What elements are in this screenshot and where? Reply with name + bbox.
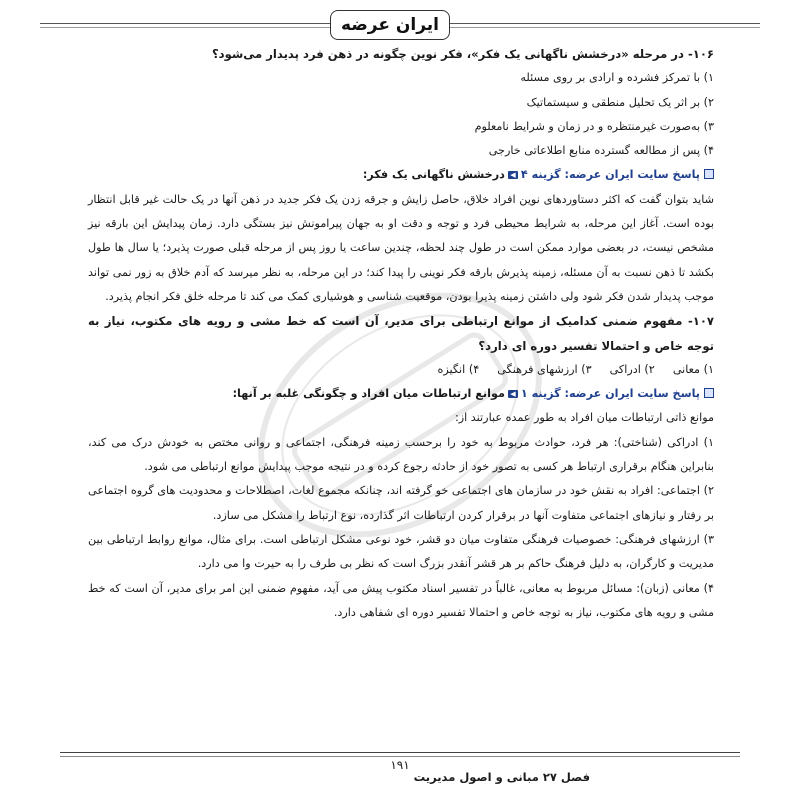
question-107: ۱۰۷- مفهوم ضمنی کدامیک از موانع ارتباطی برای مدیر، آن است که خط مشی و رویه های مکتوب، نیاز به توجه خاص و احتمالا تفسیر دوره ای دارد؟ [88, 314, 714, 353]
q106-answer-text: درخشش ناگهانی یک فکر: [362, 168, 505, 182]
logo-text: ایران عرضه [341, 15, 439, 35]
q106-option-1: ۱) با تمرکز فشرده و ارادی بر روی مسئله [520, 71, 714, 85]
answer-box-icon [704, 388, 714, 398]
q107-point-2: ۲) اجتماعی: افراد به نقش خود در سازمان های اجتماعی خو گرفته اند، چنانکه مجموع لغات، اصطلاحات و محدودیت های گروه اجتماعی بر رفتار و نیازهای اجتماعی متفاوت آنها در برقرار کردن ارتباطات اثر گذارده، نوع ارتباط را مشکل می سازد. [88, 484, 714, 522]
q107-intro: موانع ذاتی ارتباطات میان افراد به طور عمده عبارتند از: [454, 411, 714, 425]
q107-options [88, 358, 714, 382]
q107-option-2: ۲) ادراکی [609, 362, 655, 376]
q106-answer [88, 163, 714, 187]
q107-point-1: ۱) ادراکی (شناختی): هر فرد، حوادث مربوط به خود را برحسب زمینه فرهنگی، اجتماعی و روانی مختص به خودش درک می کند، بنابراین هنگام برقراری ارتباط هر کسی به تصور خود از حادثه رجوع کرده و در نتیجه موجب پیدایش موانع ارتباطی می شود. [88, 435, 714, 474]
chapter-title: فصل ۲۷ مبانی و اصول مدیریت [413, 770, 590, 784]
q107-answer-label: پاسخ سایت ایران عرضه: گزینه ۱ [520, 387, 700, 401]
main-content [88, 42, 714, 625]
q106-option-4: ۴) پس از مطالعه گسترده منابع اطلاعاتی خارجی [488, 144, 714, 158]
q107-point-3: ۳) ارزشهای فرهنگی: خصوصیات فرهنگی متفاوت میان دو قشر، خود نوعی مشکل ارتباطی است. برای مثال، موانع روابط ارتباطی بین مدیریت و کارگران، به دلیل فرهنگ حاکم بر هر قشر آنقدر بزرگ است که نظر بی طرف را به حیرت وا می دارد. [88, 532, 714, 571]
q106-option-2: ۲) بر اثر یک تحلیل منطقی و سیستماتیک [526, 95, 714, 109]
q107-point-4: ۴) معانی (زبان): مسائل مربوط به معانی، غالباً در تفسیر اسناد مکتوب پیش می آید، مفهوم ضمنی این امر برای مدیر، آن است که خط مشی و رویه های مکتوب، نیاز به توجه خاص و احتمالا تفسیر دوره ای شفاهی دارد. [88, 581, 714, 619]
answer-box-icon [704, 169, 714, 179]
q106-answer-label: پاسخ سایت ایران عرضه: گزینه ۴ [520, 168, 700, 182]
q107-answer [88, 382, 714, 406]
arrow-left-icon: ◀ [508, 171, 518, 179]
q107-option-4: ۴) انگیزه [437, 362, 480, 376]
q106-explanation: شاید بتوان گفت که اکثر دستاوردهای نوین افراد خلاق، حاصل زایش و جرقه زدن یک فکر جدید در ذهن آنها در یک حالت غیر قابل انتظار بوده است. آغاز این مرحله، به شرایط محیطی فرد و توجه و دقت او به جهان پیرامونش نیز بستگی دارد. زمان پیدایش این بارقه نیز مشخص نیست، در بعضی موارد ممکن است در طول چند لحظه، چندین ساعت یا روز پس از مرحله قبلی صورت پذیرد؛ یا سال ها طول بکشد تا ذهن نسبت به آن مسئله، زمینه پذیرش بارقه فکر نوینی را پیدا کند؛ در این مرحله، به نظر میرسد که آدم خلاق به زور نمی تواند موجب پدیدار شدن فکر شود ولی داشتن زمینه پذیرا بودن، موقعیت شناسی و هوشیاری کمک می کند تا مرحله خلق فکر انجام پذیرد. [88, 192, 714, 303]
q107-option-1: ۱) معانی [672, 362, 714, 376]
q107-option-3: ۳) ارزشهای فرهنگی [497, 362, 592, 376]
question-106: ۱۰۶- در مرحله «درخشش ناگهانی یک فکر»، فکر نوین چگونه در ذهن فرد پدیدار می‌شود؟ [211, 47, 714, 61]
footer-rule-secondary [60, 756, 740, 757]
q107-answer-text: موانع ارتباطات میان افراد و چگونگی غلبه بر آنها: [232, 387, 505, 401]
footer-rule [60, 752, 740, 753]
arrow-left-icon: ◀ [508, 390, 518, 398]
brand-logo [330, 10, 450, 40]
q106-option-3: ۳) به‌صورت غیرمنتظره و در زمان و شرایط نامعلوم [474, 119, 714, 133]
page-number: ۱۹۱ [390, 758, 410, 772]
